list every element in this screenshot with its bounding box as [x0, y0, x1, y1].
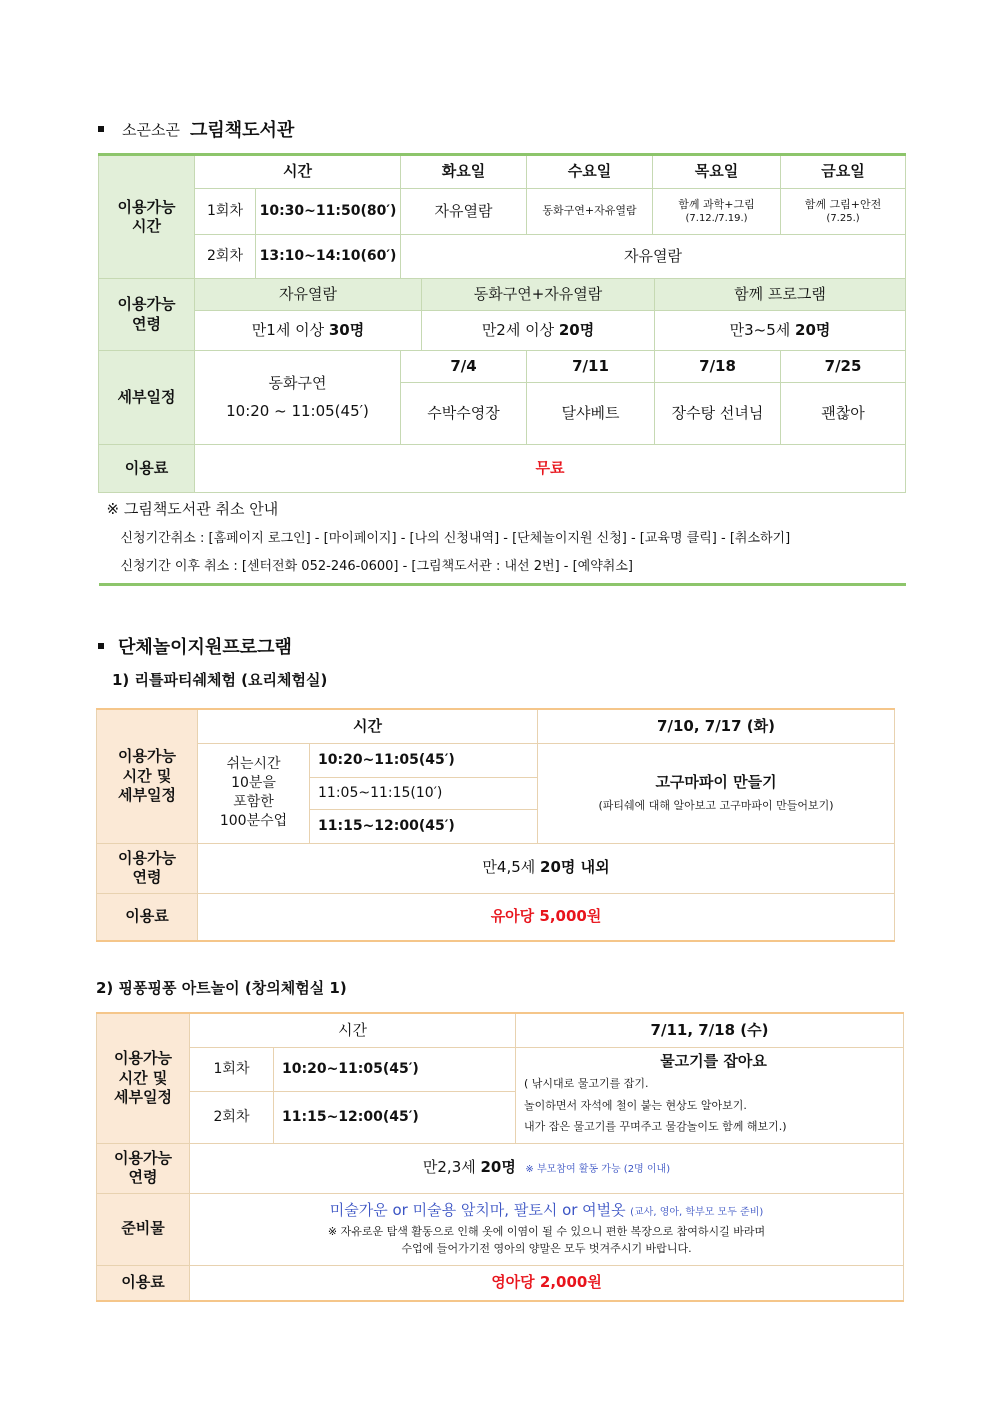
preparation-who: (교사, 영아, 학부모 모두 준비)	[630, 1207, 764, 1219]
bullet-icon	[98, 643, 104, 649]
bullet-icon	[98, 126, 104, 132]
preparation-note-2: 수업에 들어가기전 영아의 양말은 모두 벗겨주시기 바랍니다.	[401, 1242, 692, 1256]
detail-date-2: 7/11	[527, 351, 655, 383]
program-desc-1: ( 낚시대로 물고기를 잡기.	[524, 1077, 649, 1090]
col-thursday: 목요일	[653, 155, 781, 189]
col-time: 시간	[195, 155, 401, 189]
program-description: (파티쉐에 대해 알아보고 고구마파이 만들어보기)	[598, 798, 834, 812]
fee-value: 영아당 2,000원	[190, 1265, 904, 1301]
session-1-wednesday: 동화구연+자유열람	[527, 189, 653, 235]
session-2-time: 11:15~12:00(45′)	[274, 1091, 516, 1143]
detail-title-2: 달샤베트	[527, 383, 655, 445]
age-count: 20명	[480, 1158, 516, 1177]
age-count: 20명 내외	[540, 858, 610, 877]
fee-value: 무료	[195, 445, 906, 493]
friday-dates: (7.25.)	[826, 213, 860, 225]
detail-storytelling-title: 동화구연	[268, 374, 327, 392]
session-2-time: 13:10~14:10(60′)	[256, 235, 401, 279]
slot-break: 11:05~11:15(10′)	[310, 777, 538, 809]
age-text: 만3~5세	[729, 320, 796, 339]
session-2-all-days: 자유열람	[401, 235, 906, 279]
detail-title-3: 장수탕 선녀님	[655, 383, 781, 445]
col-tuesday: 화요일	[401, 155, 527, 189]
program-title: 고구마파이 만들기	[655, 773, 777, 792]
section-title-main: 그림책도서관	[189, 120, 295, 141]
detail-title-1: 수박수영장	[401, 383, 527, 445]
section-title-1	[98, 116, 294, 142]
section-title-group-play: 단체놀이지원프로그램	[118, 637, 292, 658]
age-text: 만4,5세	[482, 858, 541, 877]
preparation-cell	[190, 1193, 904, 1265]
program-cell	[538, 743, 895, 843]
session-1-time: 10:20~11:05(45′)	[274, 1047, 516, 1091]
col-date: 7/10, 7/17 (화)	[538, 709, 895, 743]
age-count: 30명	[328, 320, 365, 339]
slot-1: 10:20~11:05(45′)	[310, 743, 538, 777]
col-wednesday: 수요일	[527, 155, 653, 189]
program-cell	[516, 1047, 904, 1143]
label-time-and-schedule: 이용가능 시간 및 세부일정	[97, 709, 198, 843]
age-text: 만2세 이상	[481, 320, 559, 339]
detail-storytelling	[195, 351, 401, 445]
age-value	[198, 843, 895, 893]
preparation-items: 미술가운 or 미술용 앞치마, 팔토시 or 여벌옷	[329, 1201, 626, 1220]
patissier-table	[96, 708, 895, 942]
program-title: 물고기를 잡아요	[660, 1051, 767, 1070]
session-2-label: 2회차	[195, 235, 256, 279]
thursday-program: 함께 과학+그림	[678, 197, 755, 211]
label-preparation: 준비물	[97, 1193, 190, 1265]
label-fee: 이용료	[97, 1265, 190, 1301]
session-1-tuesday: 자유열람	[401, 189, 527, 235]
age-type-storytelling: 동화구연+자유열람	[422, 279, 655, 311]
parent-participation-note: ※ 부모참여 활동 가능 (2명 이내)	[525, 1164, 671, 1176]
detail-title-4: 괜찮아	[781, 383, 906, 445]
col-date: 7/11, 7/18 (수)	[516, 1013, 904, 1047]
session-1-label: 1회차	[190, 1047, 274, 1091]
label-available-age: 이용가능 연령	[97, 1143, 190, 1193]
age-type-together: 함께 프로그램	[655, 279, 906, 311]
section-title-prefix: 소곤소곤	[122, 120, 180, 139]
preparation-note-1: ※ 자유로운 탐색 활동으로 인해 옷에 이염이 될 수 있으니 편한 복장으로 참여하시길 바라며	[327, 1224, 766, 1238]
session-1-thursday	[653, 189, 781, 235]
label-available-age: 이용가능 연령	[97, 843, 198, 893]
section-title-2	[98, 633, 292, 659]
cancel-notice-line-1: 신청기간취소 : [홈페이지 로그인] - [마이페이지] - [나의 신청내역] - [단체놀이지원 신청] - [교육명 클릭] - [취소하기]	[120, 531, 791, 547]
label-time-and-schedule: 이용가능 시간 및 세부일정	[97, 1013, 190, 1143]
age-text: 만2,3세	[422, 1158, 481, 1177]
subsection-title-2: 2) 핑퐁핑퐁 아트놀이 (창의체험실 1)	[96, 979, 347, 997]
age-count: 20명	[558, 320, 595, 339]
fee-value: 유아당 5,000원	[198, 893, 895, 941]
program-desc-2: 놀이하면서 자석에 철이 붙는 현상도 알아보기.	[524, 1099, 747, 1113]
cancel-notice-title: ※ 그림책도서관 취소 안내	[99, 493, 906, 527]
label-available-age: 이용가능 연령	[99, 279, 195, 351]
friday-program: 함께 그림+안전	[804, 197, 882, 211]
thursday-dates: (7.12./7.19.)	[685, 213, 748, 225]
age-count: 20명	[795, 320, 831, 339]
subsection-title-1: 1) 리틀파티쉐체험 (요리체험실)	[112, 671, 328, 689]
library-schedule-table	[98, 153, 906, 586]
label-fee: 이용료	[97, 893, 198, 941]
detail-date-4: 7/25	[781, 351, 906, 383]
detail-date-3: 7/18	[655, 351, 781, 383]
program-desc-3: 내가 잡은 물고기를 꾸며주고 물감놀이도 함께 해보기.)	[524, 1119, 787, 1133]
session-2-label: 2회차	[190, 1091, 274, 1143]
label-available-time: 이용가능 시간	[99, 155, 195, 279]
age-value-free	[195, 311, 422, 351]
age-text: 만1세 이상	[251, 320, 329, 339]
detail-storytelling-time: 10:20 ~ 11:05(45′)	[226, 401, 369, 420]
break-note: 쉬는시간 10분을 포함한 100분수업	[198, 743, 310, 843]
art-play-table	[96, 1012, 904, 1302]
age-value-storytelling	[422, 311, 655, 351]
session-1-time: 10:30~11:50(80′)	[256, 189, 401, 235]
col-time: 시간	[190, 1013, 516, 1047]
session-1-friday	[781, 189, 906, 235]
age-value	[190, 1143, 904, 1193]
slot-2: 11:15~12:00(45′)	[310, 809, 538, 843]
detail-date-1: 7/4	[401, 351, 527, 383]
cancel-notice-line-2: 신청기간 이후 취소 : [센터전화 052-246-0600] - [그림책도서관 : 내선 2번] - [예약취소]	[120, 559, 633, 575]
label-detail-schedule: 세부일정	[99, 351, 195, 445]
session-1-label: 1회차	[195, 189, 256, 235]
age-type-free: 자유열람	[195, 279, 422, 311]
age-value-together	[655, 311, 906, 351]
col-time: 시간	[198, 709, 538, 743]
label-fee: 이용료	[99, 445, 195, 493]
col-friday: 금요일	[781, 155, 906, 189]
